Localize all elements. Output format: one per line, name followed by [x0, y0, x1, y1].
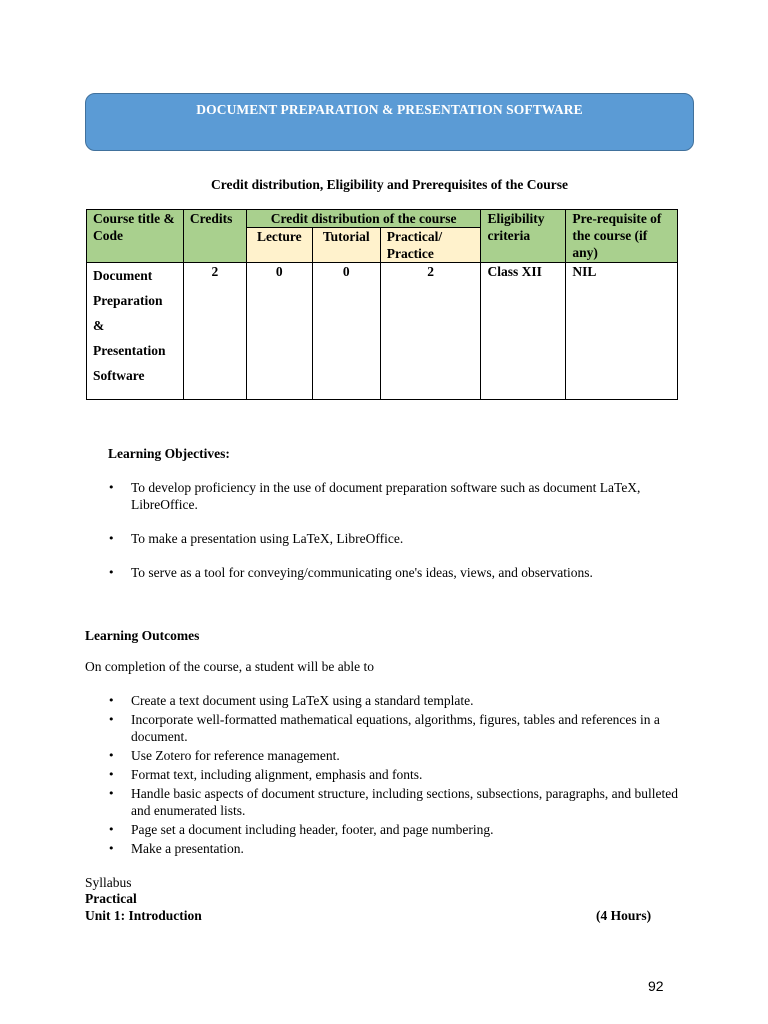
header-lecture: Lecture [246, 228, 312, 263]
cell-credits: 2 [183, 263, 246, 400]
list-item: • Handle basic aspects of document structure, including sections, subsections, paragraphs, and bulleted and enumerated lists. [108, 785, 698, 819]
syllabus-section-title: Practical [85, 891, 137, 906]
cell-course-name [87, 263, 184, 400]
list-item: • Page set a document including header, footer, and page numbering. [108, 821, 698, 838]
learning-objectives-list [108, 479, 698, 598]
header-prerequisite: Pre-requisite of the course (if any) [566, 210, 678, 263]
list-item: • To make a presentation using LaTeX, LibreOffice. [108, 530, 698, 547]
title-banner [85, 93, 694, 151]
course-name-line: Software [93, 368, 145, 383]
header-eligibility: Eligibility criteria [481, 210, 566, 263]
cell-prerequisite: NIL [566, 263, 678, 400]
list-item: • Create a text document using LaTeX using a standard template. [108, 692, 698, 709]
table-caption: Credit distribution, Eligibility and Prerequisites of the Course [210, 177, 569, 192]
learning-objectives-heading: Learning Objectives: [108, 446, 230, 461]
cell-practical: 2 [380, 263, 481, 400]
table-header-row [87, 210, 678, 228]
course-name-line: Presentation [93, 343, 166, 358]
list-item: • Incorporate well-formatted mathematical equations, algorithms, figures, tables and references in a document. [108, 711, 698, 745]
list-item: • Make a presentation. [108, 840, 698, 857]
cell-lecture: 0 [246, 263, 312, 400]
page-number: 92 [648, 978, 664, 994]
list-item: • Format text, including alignment, emphasis and fonts. [108, 766, 698, 783]
header-course-title: Course title & Code [87, 210, 184, 263]
learning-outcomes-intro: On completion of the course, a student will be able to [85, 659, 375, 674]
course-name-line: & [93, 318, 105, 333]
unit-hours: (4 Hours) [596, 908, 652, 923]
header-credits: Credits [183, 210, 246, 263]
list-item: • Use Zotero for reference management. [108, 747, 698, 764]
header-practical: Practical/ Practice [380, 228, 481, 263]
syllabus-label: Syllabus [85, 875, 132, 890]
page-title: DOCUMENT PREPARATION & PRESENTATION SOFTWARE [196, 102, 583, 117]
course-name-line: Preparation [93, 293, 163, 308]
course-name-line: Document [93, 268, 153, 283]
learning-outcomes-heading: Learning Outcomes [85, 628, 200, 643]
cell-eligibility: Class XII [481, 263, 566, 400]
credit-distribution-table [86, 209, 678, 400]
list-item: • To serve as a tool for conveying/communicating one's ideas, views, and observations. [108, 564, 698, 581]
table-row [87, 263, 678, 400]
cell-tutorial: 0 [312, 263, 380, 400]
learning-outcomes-list [108, 692, 698, 859]
unit-title: Unit 1: Introduction [85, 908, 202, 923]
header-tutorial: Tutorial [312, 228, 380, 263]
list-item: • To develop proficiency in the use of document preparation software such as document LaTeX, LibreOffice. [108, 479, 698, 513]
header-credit-distribution: Credit distribution of the course [246, 210, 481, 228]
